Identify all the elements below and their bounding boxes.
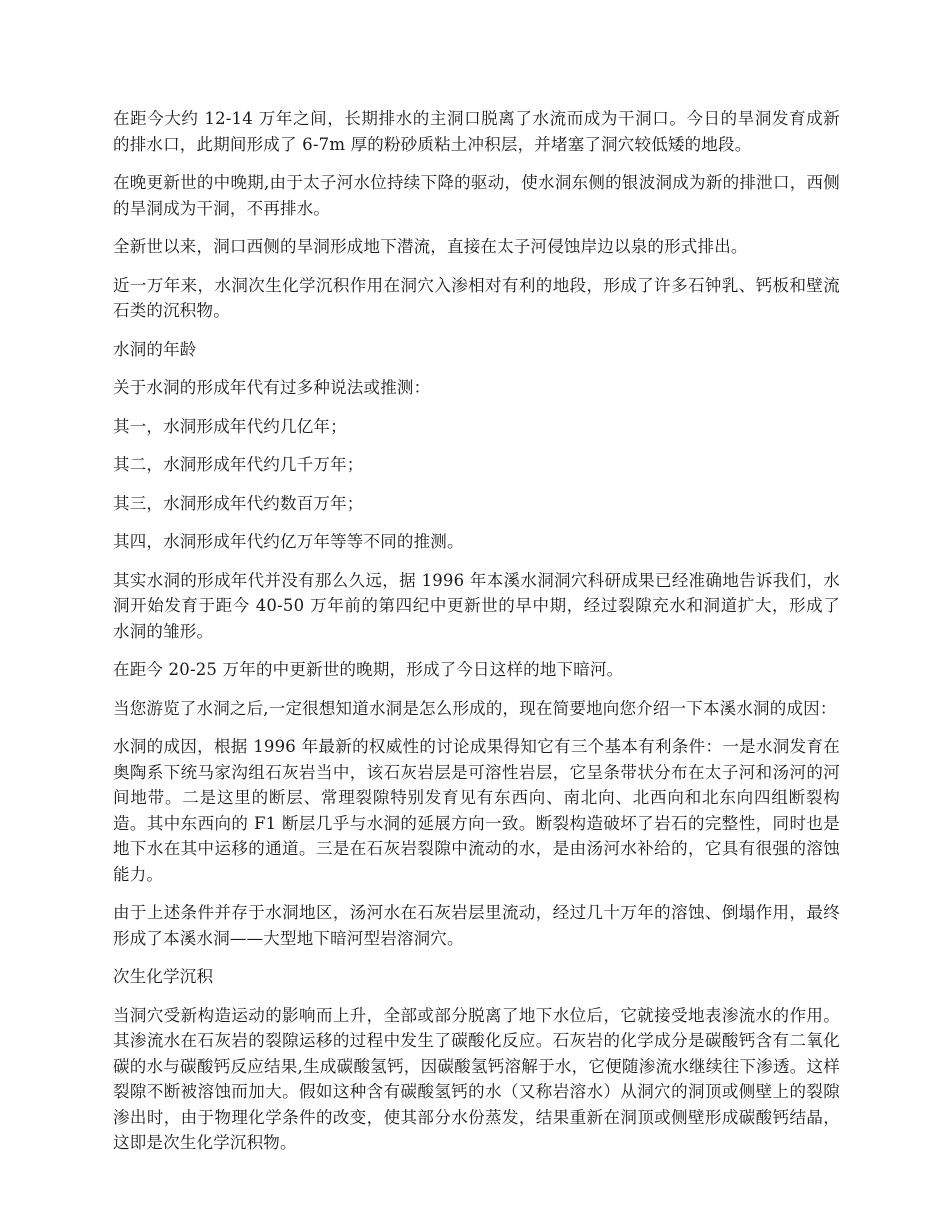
paragraph-late-pleistocene: 在晚更新世的中晚期,由于太子河水位持续下降的驱动，使水洞东侧的银波洞成为新的排泄口，西侧的旱洞成为干洞，不再排水。 (113, 173, 840, 218)
paragraph-secondary-deposition: 当洞穴受新构造运动的影响而上升，全部或部分脱离了地下水位后，它就接受地表渗流水的作用。其渗流水在石灰岩的裂隙运移的过程中发生了碳酸化反应。石灰岩的化学成分是碳酸钙含有二氧化碳的水与碳酸钙反应结果,生成碳酸氢钙，因碳酸氢钙溶解于水，它便随渗流水继续往下渗透。这样裂隙不断被溶蚀而加大。假如这种含有碳酸氢钙的水（又称岩溶水）从洞穴的洞顶或侧壁上的裂隙渗出时，由于物理化学条件的改变，使其部分水份蒸发，结果重新在洞顶或侧壁形成碳酸钙结晶，这即是次生化学沉积物。 (113, 1005, 840, 1152)
list-item-theory-4: 其四，水洞形成年代约亿万年等等不同的推测。 (113, 532, 464, 551)
list-item-theory-3: 其三，水洞形成年代约数百万年； (113, 493, 364, 513)
paragraph-holocene: 全新世以来，洞口西侧的旱洞形成地下潜流，直接在太子河侵蚀岸边以泉的形式排出。 (113, 237, 748, 256)
section-heading-cave-age: 水洞的年龄 (113, 339, 197, 359)
document-body (113, 106, 840, 1169)
paragraph-actual-age: 其实水洞的形成年代并没有那么久远，据 1996 年本溪水洞洞穴科研成果已经准确地告诉我们，水洞开始发育于距今 40-50 万年前的第四纪中更新世的早中期，经过裂隙充水和洞道扩大，形成了水洞的雏形。 (113, 570, 840, 641)
list-item-theory-1: 其一，水洞形成年代约几亿年； (113, 416, 347, 436)
paragraph-underground-river: 在距今 20-25 万年的中更新世的晚期，形成了今日这样的地下暗河。 (113, 660, 624, 679)
section-heading-secondary-deposition: 次生化学沉积 (113, 967, 214, 986)
paragraph-cave-mouth-history: 在距今大约 12-14 万年之间，长期排水的主洞口脱离了水流而成为干洞口。今日的旱洞发育成新的排水口，此期间形成了 6-7m 厚的粉砂质粘土冲积层，并堵塞了洞穴较低矮的地段。 (113, 109, 840, 154)
paragraph-formation-intro: 当您游览了水洞之后,一定很想知道水洞是怎么形成的，现在简要地向您介绍一下本溪水洞的成因： (113, 698, 837, 718)
list-item-theory-2: 其二，水洞形成年代约几千万年； (113, 455, 364, 474)
paragraph-recent-deposition: 近一万年来，水洞次生化学沉积作用在洞穴入渗相对有利的地段，形成了许多石钟乳、钙板和壁流石类的沉积物。 (113, 275, 840, 320)
paragraph-age-theories-intro: 关于水洞的形成年代有过多种说法或推测： (113, 378, 431, 397)
paragraph-formation-conditions: 水洞的成因，根据 1996 年最新的权威性的讨论成果得知它有三个基本有利条件：一是水洞发育在奥陶系下统马家沟组石灰岩当中，该石灰岩层是可溶性岩层，它呈条带状分布在太子河和汤河的河间地带。二是这里的断层、常理裂隙特别发育见有东西向、南北向、北西向和北东向四组断裂构造。其中东西向的 F1 断层几乎与水洞的延展方向一致。断裂构造破坏了岩石的完整性，同时也是地下水在其中运移的通道。三是在石灰岩裂隙中流动的水，是由汤河水补给的，它具有很强的溶蚀能力。 (113, 737, 840, 884)
paragraph-formation-result: 由于上述条件并存于水洞地区，汤河水在石灰岩层里流动，经过几十万年的溶蚀、倒塌作用，最终形成了本溪水洞——大型地下暗河型岩溶洞穴。 (113, 903, 840, 948)
